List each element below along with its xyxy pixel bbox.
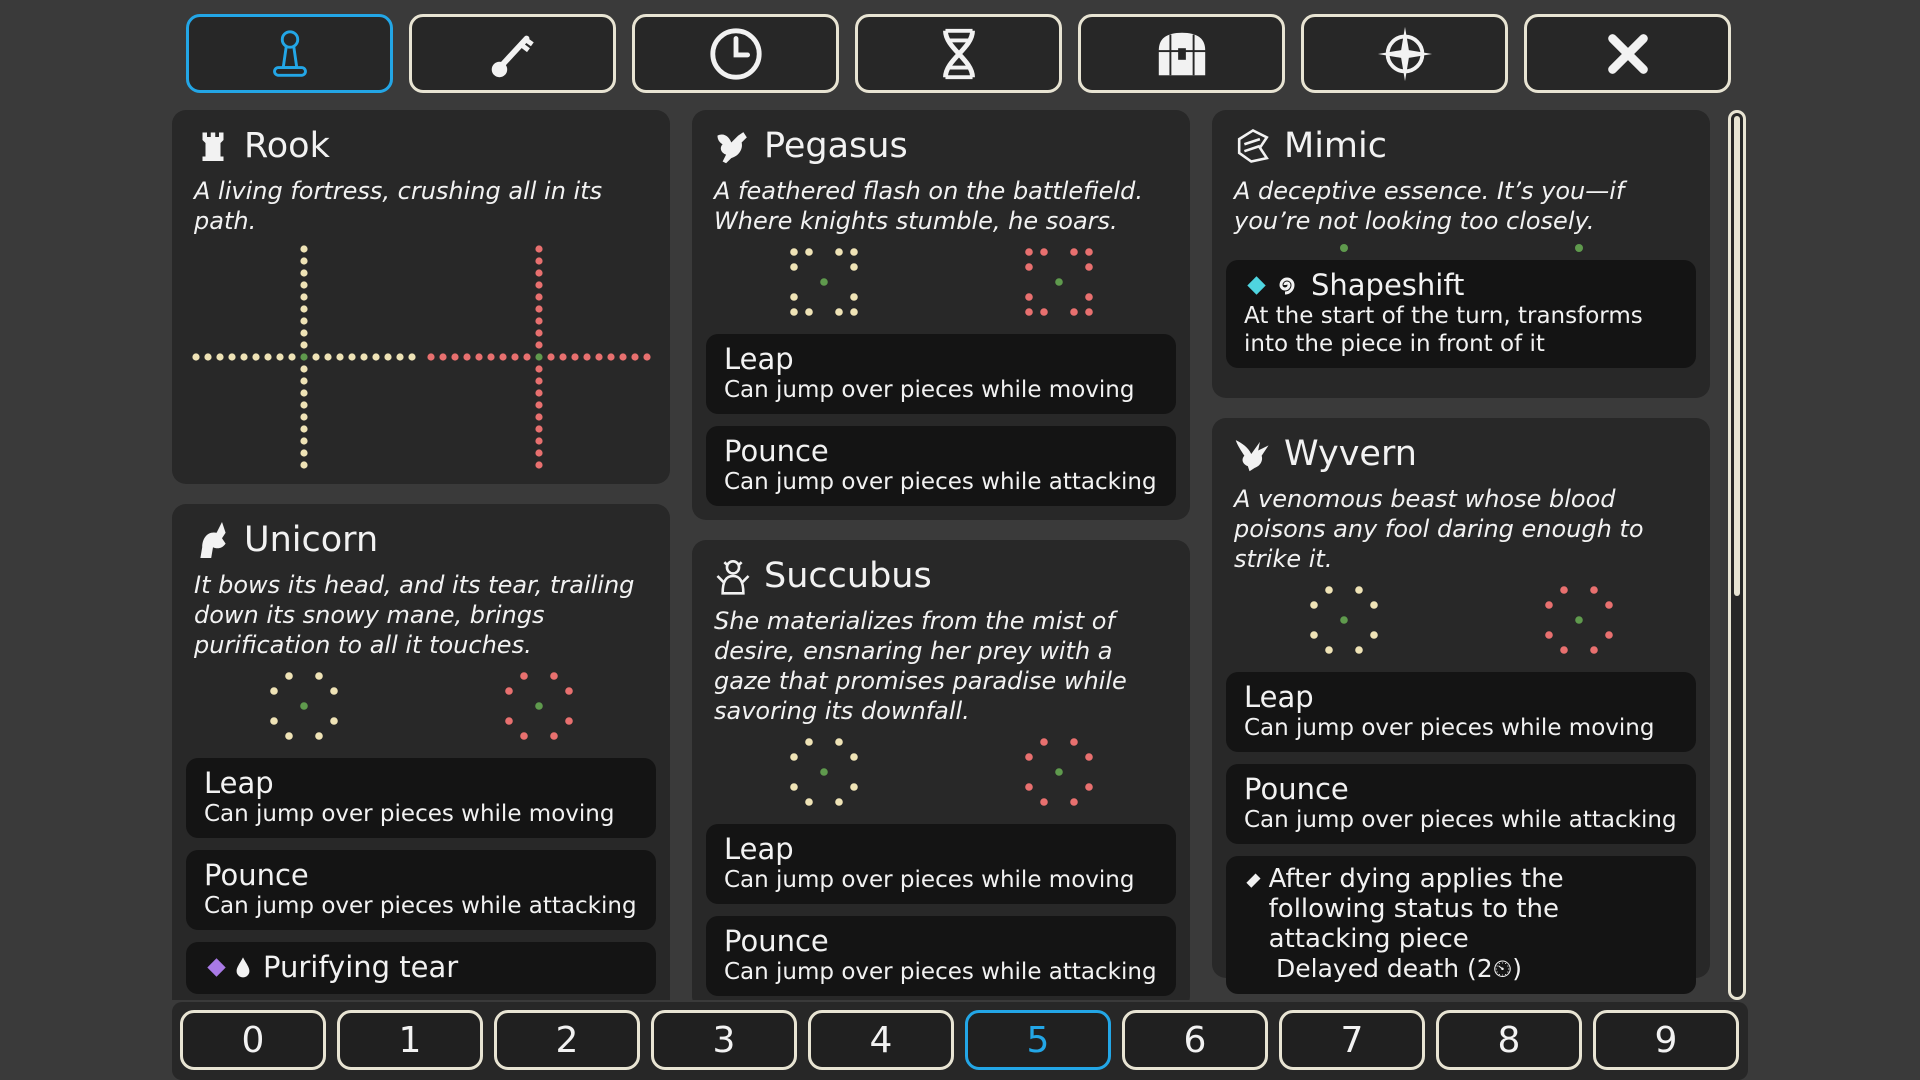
pattern-dot	[805, 248, 813, 256]
tab-spells[interactable]	[1301, 14, 1508, 93]
pattern-dot	[1085, 248, 1093, 256]
pegasus-patterns	[706, 242, 1176, 322]
pattern-dot	[805, 308, 813, 316]
piece-list[interactable]	[172, 110, 1724, 1000]
succubus-patterns	[706, 732, 1176, 812]
page-button-9[interactable]: 9	[1593, 1010, 1739, 1070]
ability-purifying-tear: Purifying tear	[186, 942, 656, 994]
card-succubus	[692, 540, 1190, 1000]
pattern-dot	[850, 308, 858, 316]
pattern-dot	[1040, 248, 1048, 256]
card-description: A venomous beast whose blood poisons any fool daring enough to strike it.	[1234, 485, 1644, 573]
pattern-dot	[1560, 646, 1568, 654]
pattern-dot	[315, 672, 323, 680]
pattern-dot	[1025, 308, 1033, 316]
pattern-dot	[1605, 631, 1613, 639]
pattern-dot	[1085, 308, 1093, 316]
pattern-dot	[790, 248, 798, 256]
pattern-dot	[276, 353, 283, 360]
pattern-dot	[535, 401, 542, 408]
column-1	[172, 110, 670, 1000]
pattern-dot	[204, 353, 211, 360]
pattern-dot	[1545, 601, 1553, 609]
pattern-dot	[595, 353, 602, 360]
key-icon	[484, 25, 542, 83]
pattern-dot	[300, 413, 307, 420]
cyan-diamond-icon	[1247, 276, 1265, 294]
card-title: Pegasus	[764, 125, 908, 166]
pattern-dot	[835, 308, 843, 316]
pattern-dot	[475, 353, 482, 360]
vertical-scrollbar[interactable]	[1728, 110, 1746, 1000]
pattern-dot	[300, 341, 307, 348]
pattern-dot	[300, 377, 307, 384]
pattern-dot	[300, 317, 307, 324]
pattern-dot	[1025, 248, 1033, 256]
card-pegasus	[692, 110, 1190, 520]
pattern-dot	[439, 353, 446, 360]
card-title: Wyvern	[1284, 433, 1417, 474]
pattern-dot	[535, 293, 542, 300]
ability-leap: Leap Can jump over pieces while moving	[1226, 672, 1696, 752]
card-description: It bows its head, and its tear, trailing down its snowy mane, brings purification to all it touches.	[194, 571, 635, 659]
page-button-7[interactable]: 7	[1279, 1010, 1425, 1070]
pattern-dot	[228, 353, 235, 360]
unicorn-icon	[194, 519, 232, 561]
tab-keys[interactable]	[409, 14, 616, 93]
pattern-dot	[535, 353, 542, 360]
card-description: A deceptive essence. It’s you—if you’re not looking too closely.	[1234, 177, 1625, 235]
pattern-dot	[850, 263, 858, 271]
pattern-dot	[535, 329, 542, 336]
pattern-dot	[820, 278, 828, 286]
pattern-dot	[790, 293, 798, 301]
pattern-dot	[300, 245, 307, 252]
pattern-dot	[1560, 586, 1568, 594]
ability-death-curse: After dying applies the following status to the attacking piece Delayed death (2⏲)	[1226, 856, 1696, 994]
pattern-dot	[520, 672, 528, 680]
page-button-2[interactable]: 2	[494, 1010, 640, 1070]
pattern-dot	[535, 257, 542, 264]
pattern-dot	[1605, 601, 1613, 609]
page-button-4[interactable]: 4	[808, 1010, 954, 1070]
pattern-dot	[1325, 586, 1333, 594]
move-pattern	[264, 666, 344, 746]
column-3	[1212, 110, 1710, 998]
pattern-dot	[1085, 263, 1093, 271]
pattern-dot	[330, 717, 338, 725]
pattern-dot	[535, 365, 542, 372]
wyvern-patterns	[1226, 580, 1696, 660]
scrollbar-thumb[interactable]	[1734, 116, 1740, 596]
pattern-dot	[1055, 768, 1063, 776]
card-title: Succubus	[764, 555, 932, 596]
ability-pounce: Pounce Can jump over pieces while attacking	[706, 426, 1176, 506]
pattern-dot	[300, 389, 307, 396]
attack-pattern	[1539, 580, 1619, 660]
ability-leap: Leap Can jump over pieces while moving	[706, 824, 1176, 904]
ability-pounce: Pounce Can jump over pieces while attacking	[186, 850, 656, 930]
pattern-dot	[463, 353, 470, 360]
pattern-dot	[300, 329, 307, 336]
pattern-dot	[790, 783, 798, 791]
page-button-8[interactable]: 8	[1436, 1010, 1582, 1070]
pattern-dot	[565, 717, 573, 725]
pattern-dot	[535, 269, 542, 276]
pattern-dot	[1340, 616, 1348, 624]
compass-star-icon	[1376, 25, 1434, 83]
pattern-dot	[360, 353, 367, 360]
pattern-dot	[300, 305, 307, 312]
pattern-dot	[1070, 308, 1078, 316]
pattern-dot	[619, 353, 626, 360]
pattern-dot	[300, 437, 307, 444]
droplet-icon	[235, 955, 251, 979]
move-pattern	[784, 732, 864, 812]
move-pattern	[784, 242, 864, 322]
pattern-dot	[805, 738, 813, 746]
pattern-dot	[607, 353, 614, 360]
move-pattern	[1334, 238, 1354, 258]
pattern-dot	[550, 732, 558, 740]
card-description: She materializes from the mist of desire, ensnaring her prey with a gaze that promises paradise while savoring its downfall.	[714, 607, 1127, 725]
pattern-dot	[643, 353, 650, 360]
pattern-dot	[565, 687, 573, 695]
pattern-dot	[631, 353, 638, 360]
ability-leap: Leap Can jump over pieces while moving	[186, 758, 656, 838]
pattern-dot	[487, 353, 494, 360]
pattern-dot	[300, 401, 307, 408]
pattern-dot	[1370, 631, 1378, 639]
pattern-dot	[427, 353, 434, 360]
pattern-dot	[520, 732, 528, 740]
wyvern-icon	[1234, 433, 1272, 475]
card-title: Rook	[244, 125, 330, 166]
pegasus-icon	[714, 125, 752, 167]
pattern-dot	[1040, 738, 1048, 746]
card-rook	[172, 110, 670, 484]
pattern-dot	[451, 353, 458, 360]
pattern-dot	[499, 353, 506, 360]
dna-icon	[930, 25, 988, 83]
pattern-dot	[535, 449, 542, 456]
rook-icon	[194, 125, 232, 167]
pattern-dot	[300, 461, 307, 468]
pattern-dot	[300, 425, 307, 432]
spiral-icon	[1275, 273, 1299, 297]
pattern-dot	[1025, 753, 1033, 761]
pattern-dot	[1025, 263, 1033, 271]
pattern-dot	[535, 389, 542, 396]
tab-pieces[interactable]	[186, 14, 393, 93]
close-icon	[1599, 25, 1657, 83]
card-wyvern	[1212, 418, 1710, 983]
pattern-dot	[535, 437, 542, 444]
pattern-dot	[372, 353, 379, 360]
page-button-6[interactable]: 6	[1122, 1010, 1268, 1070]
mimic-patterns	[1226, 238, 1696, 258]
pattern-dot	[535, 245, 542, 252]
ability-leap: Leap Can jump over pieces while moving	[706, 334, 1176, 414]
pattern-dot	[505, 687, 513, 695]
move-pattern	[1304, 580, 1384, 660]
pattern-dot	[535, 425, 542, 432]
pattern-dot	[505, 717, 513, 725]
pattern-dot	[348, 353, 355, 360]
unicorn-patterns	[186, 666, 656, 746]
pattern-dot	[312, 353, 319, 360]
pattern-dot	[1025, 783, 1033, 791]
pattern-dot	[252, 353, 259, 360]
pattern-dot	[850, 293, 858, 301]
pattern-dot	[1070, 738, 1078, 746]
pattern-dot	[511, 353, 518, 360]
pattern-dot	[408, 353, 415, 360]
pattern-dot	[535, 317, 542, 324]
pattern-dot	[216, 353, 223, 360]
pattern-dot	[850, 248, 858, 256]
pattern-dot	[820, 768, 828, 776]
tab-time[interactable]	[632, 14, 839, 93]
pattern-dot	[535, 341, 542, 348]
pattern-dot	[835, 798, 843, 806]
pattern-dot	[535, 461, 542, 468]
pattern-dot	[1590, 646, 1598, 654]
pattern-dot	[535, 702, 543, 710]
pattern-dot	[300, 257, 307, 264]
card-unicorn	[172, 504, 670, 1000]
pattern-dot	[559, 353, 566, 360]
pattern-dot	[1575, 244, 1583, 252]
pattern-dot	[790, 308, 798, 316]
page-button-1[interactable]: 1	[337, 1010, 483, 1070]
pattern-dot	[547, 353, 554, 360]
pattern-dot	[300, 365, 307, 372]
pattern-dot	[270, 717, 278, 725]
card-title: Unicorn	[244, 519, 379, 560]
pattern-dot	[805, 798, 813, 806]
pattern-dot	[285, 672, 293, 680]
pattern-dot	[1025, 293, 1033, 301]
pattern-dot	[1575, 616, 1583, 624]
pattern-dot	[1070, 798, 1078, 806]
pattern-dot	[324, 353, 331, 360]
pattern-dot	[535, 281, 542, 288]
pattern-dot	[1310, 601, 1318, 609]
ability-pounce: Pounce Can jump over pieces while attacking	[1226, 764, 1696, 844]
pawn-icon	[261, 25, 319, 83]
pattern-dot	[535, 305, 542, 312]
pattern-dot	[1085, 783, 1093, 791]
close-button[interactable]	[1524, 14, 1731, 93]
pattern-dot	[1040, 798, 1048, 806]
pattern-dot	[523, 353, 530, 360]
clock-icon	[707, 25, 765, 83]
card-mimic	[1212, 110, 1710, 398]
pattern-dot	[1340, 244, 1348, 252]
purple-diamond-icon	[207, 958, 225, 976]
pattern-dot	[571, 353, 578, 360]
pattern-dot	[285, 732, 293, 740]
pattern-dot	[1355, 586, 1363, 594]
tab-genetics[interactable]	[855, 14, 1062, 93]
ability-shapeshift: Shapeshift At the start of the turn, transforms into the piece in front of it	[1226, 260, 1696, 368]
category-toolbar	[186, 14, 1734, 95]
pattern-dot	[1040, 308, 1048, 316]
pattern-dot	[790, 263, 798, 271]
page-button-0[interactable]: 0	[180, 1010, 326, 1070]
white-diamond-icon	[1246, 874, 1260, 888]
pattern-dot	[264, 353, 271, 360]
pattern-dot	[1355, 646, 1363, 654]
pattern-dot	[550, 672, 558, 680]
page-selector	[172, 1002, 1748, 1080]
pattern-dot	[192, 353, 199, 360]
pattern-dot	[300, 702, 308, 710]
attack-pattern	[1019, 242, 1099, 322]
attack-pattern	[1569, 238, 1589, 258]
pattern-dot	[535, 413, 542, 420]
pattern-dot	[300, 281, 307, 288]
succubus-icon	[714, 555, 752, 597]
pattern-dot	[835, 248, 843, 256]
pattern-dot	[850, 753, 858, 761]
page-button-3[interactable]: 3	[651, 1010, 797, 1070]
pattern-dot	[315, 732, 323, 740]
attack-pattern	[1019, 732, 1099, 812]
pattern-dot	[583, 353, 590, 360]
pattern-dot	[396, 353, 403, 360]
pattern-dot	[1545, 631, 1553, 639]
pattern-dot	[288, 353, 295, 360]
attack-pattern	[499, 666, 579, 746]
pattern-dot	[1085, 293, 1093, 301]
column-2	[692, 110, 1190, 1000]
pattern-dot	[300, 293, 307, 300]
pattern-dot	[850, 783, 858, 791]
pattern-dot	[300, 449, 307, 456]
ability-pounce: Pounce Can jump over pieces while attacking	[706, 916, 1176, 996]
pattern-dot	[300, 353, 307, 360]
rook-patterns	[186, 242, 656, 472]
pattern-dot	[835, 738, 843, 746]
attack-pattern	[424, 242, 654, 472]
card-description: A living fortress, crushing all in its path.	[194, 177, 603, 235]
pattern-dot	[330, 687, 338, 695]
pattern-dot	[1055, 278, 1063, 286]
card-description: A feathered flash on the battlefield. Where knights stumble, he soars.	[714, 177, 1143, 235]
pattern-dot	[790, 753, 798, 761]
mimic-icon	[1234, 125, 1272, 167]
card-title: Mimic	[1284, 125, 1387, 166]
pattern-dot	[1310, 631, 1318, 639]
pattern-dot	[1370, 601, 1378, 609]
pattern-dot	[1590, 586, 1598, 594]
move-pattern	[189, 242, 419, 472]
pattern-dot	[240, 353, 247, 360]
pattern-dot	[1325, 646, 1333, 654]
pattern-dot	[1085, 753, 1093, 761]
tab-items[interactable]	[1078, 14, 1285, 93]
pattern-dot	[270, 687, 278, 695]
page-button-5[interactable]: 5	[965, 1010, 1111, 1070]
pattern-dot	[1070, 248, 1078, 256]
treasure-chest-icon	[1153, 25, 1211, 83]
pattern-dot	[300, 269, 307, 276]
pattern-dot	[535, 377, 542, 384]
pattern-dot	[336, 353, 343, 360]
pattern-dot	[384, 353, 391, 360]
